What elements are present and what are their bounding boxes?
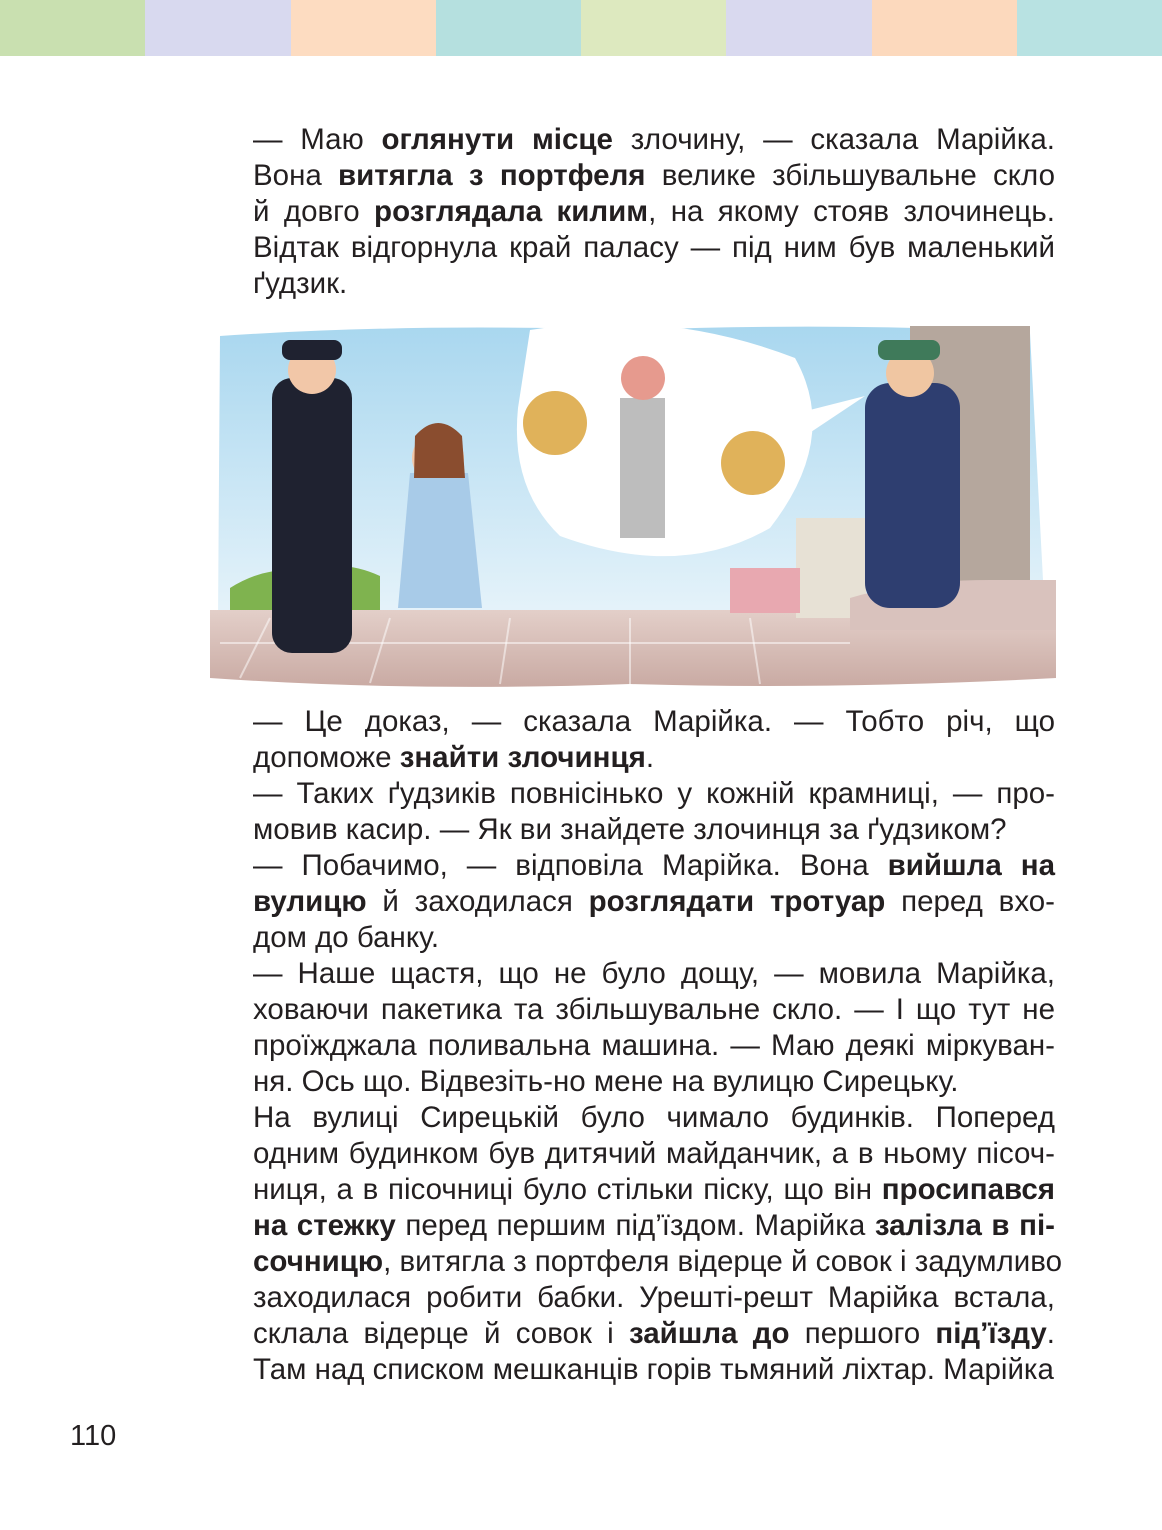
- text-run: ниця, а в пісочниці було стільки піску, що він: [253, 1173, 882, 1206]
- text-run: — Це доказ, — сказала Марійка. — Тобто річ, що: [253, 705, 1055, 738]
- text-run: велике збільшувальне скло: [645, 159, 1055, 192]
- text-run: — Таких ґудзиків повнісінько у кожній крамниці, — про-: [253, 777, 1055, 810]
- highlighted-phrase: розглядати тротуар: [588, 885, 886, 918]
- text-line: [211, 992, 1055, 1028]
- text-line: [211, 158, 1055, 194]
- text-run: мовив касир. — Як ви знайдете злочинця за ґудзиком?: [253, 813, 1007, 846]
- text-line: [211, 266, 1055, 302]
- text-run: допоможе: [253, 741, 400, 774]
- text-line: [211, 920, 1055, 956]
- header-color-block: [581, 0, 726, 56]
- text-run: , на якому стояв злочинець.: [648, 195, 1055, 228]
- header-color-block: [872, 0, 1017, 56]
- story-paragraph: [211, 122, 1055, 302]
- story-paragraph: [211, 1100, 1062, 1388]
- text-run: ня. Ось що. Відвезіть-но мене на вулицю Сирецьку.: [253, 1065, 959, 1098]
- text-run: заходилася робити бабки. Урешті-решт Марійка встала,: [253, 1281, 1055, 1314]
- story-paragraph: [211, 956, 1055, 1100]
- header-color-block: [436, 0, 581, 56]
- text-run: .: [1046, 1317, 1055, 1350]
- text-line: [211, 1316, 1055, 1352]
- text-line: [211, 1028, 1055, 1064]
- text-line: [211, 230, 1055, 266]
- text-line: [211, 1136, 1055, 1172]
- header-color-block: [1017, 0, 1162, 56]
- text-line: [211, 812, 1055, 848]
- highlighted-phrase: оглянути місце: [381, 123, 613, 156]
- text-run: перед вхо-: [885, 885, 1055, 918]
- text-line: [211, 704, 1055, 740]
- text-run: — Наше щастя, що не було дощу, — мовила Марійка,: [253, 957, 1055, 990]
- text-line: [211, 122, 1055, 158]
- text-run: проїжджала поливальна машина. — Маю деякі міркуван-: [253, 1029, 1055, 1062]
- text-line: [211, 1064, 1055, 1100]
- text-run: Там над списком мешканців горів тьмяний ліхтар. Марійка: [253, 1353, 1054, 1386]
- text-run: злочину, — сказала Марійка.: [612, 123, 1055, 156]
- text-run: Вона: [253, 159, 339, 192]
- story-paragraph: [211, 704, 1055, 776]
- story-illustration: [210, 318, 1056, 694]
- text-run: , витягла з портфеля відерце й совок і задумливо: [383, 1245, 1062, 1278]
- text-line: [211, 1352, 1055, 1388]
- text-line: [211, 848, 1055, 884]
- text-line: [211, 884, 1055, 920]
- story-paragraph: [211, 848, 1055, 956]
- text-run: склала відерце й совок і: [253, 1317, 629, 1350]
- text-run: першого: [789, 1317, 936, 1350]
- text-line: [211, 1172, 1055, 1208]
- text-run: дом до банку.: [253, 921, 440, 954]
- story-paragraph: [211, 776, 1055, 848]
- text-run: .: [645, 741, 655, 774]
- header-color-block: [291, 0, 436, 56]
- highlighted-phrase: залізла в пі-: [874, 1209, 1055, 1242]
- text-line: [211, 1208, 1055, 1244]
- text-run: перед першим під’їздом. Марійка: [395, 1209, 875, 1242]
- story-text: [211, 704, 1062, 1388]
- text-run: одним будинком був дитячий майданчик, а в ньому пісоч-: [253, 1137, 1055, 1170]
- text-run: — Маю: [253, 123, 382, 156]
- text-run: ховаючи пакетика та збільшувальне скло. — І що тут не: [253, 993, 1055, 1026]
- header-color-block: [145, 0, 290, 56]
- text-line: [211, 1280, 1055, 1316]
- text-run: На вулиці Сирецькій було чимало будинків. Поперед: [253, 1101, 1055, 1134]
- page-number: 110: [70, 1420, 117, 1452]
- text-line: [211, 776, 1055, 812]
- text-run: Відтак відгорнула край паласу — під ним був маленький: [253, 231, 1055, 264]
- text-line: [211, 1244, 1062, 1280]
- highlighted-phrase: розглядала килим: [374, 195, 649, 228]
- text-run: й заходилася: [366, 885, 589, 918]
- text-run: — Побачимо, — відповіла Марійка. Вона: [253, 849, 888, 882]
- highlighted-phrase: вулицю: [253, 885, 367, 918]
- text-line: [211, 740, 1055, 776]
- highlighted-phrase: сочницю: [253, 1245, 384, 1278]
- highlighted-phrase: на стежку: [253, 1209, 396, 1242]
- highlighted-phrase: знайти злочинця: [399, 741, 646, 774]
- highlighted-phrase: зайшла до: [628, 1317, 790, 1350]
- text-line: [211, 956, 1055, 992]
- text-run: й довго: [253, 195, 375, 228]
- text-line: [211, 194, 1055, 230]
- header-color-strip: [0, 0, 1162, 56]
- highlighted-phrase: вийшла на: [887, 849, 1055, 882]
- highlighted-phrase: витягла з портфеля: [338, 159, 646, 192]
- header-color-block: [0, 0, 145, 56]
- highlighted-phrase: під’їзду: [935, 1317, 1047, 1350]
- intro-paragraph: [211, 122, 1055, 302]
- header-color-block: [726, 0, 871, 56]
- highlighted-phrase: просипався: [881, 1173, 1055, 1206]
- text-line: [211, 1100, 1055, 1136]
- text-run: ґудзик.: [253, 267, 348, 300]
